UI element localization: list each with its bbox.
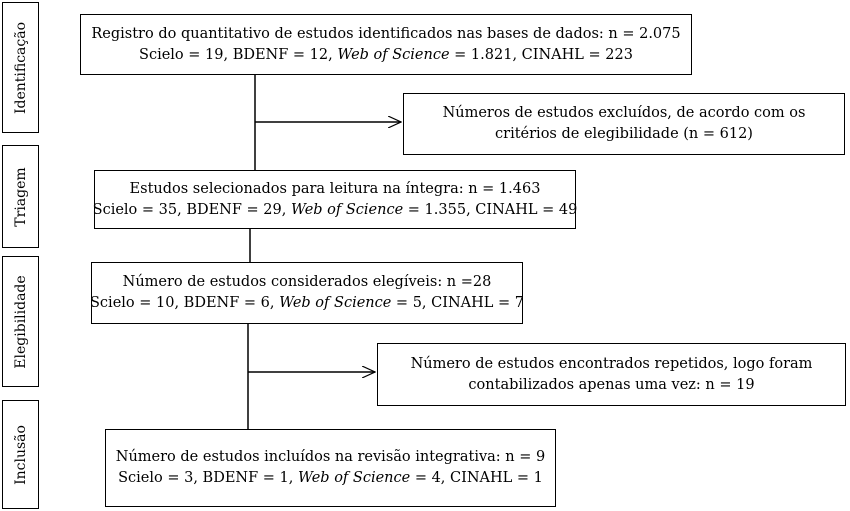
elegiveis-total-text: Número de estudos considerados elegíveis: n =28 — [122, 274, 492, 291]
selecionados-breakdown-text: Scielo = 35, BDENF = 29, Web of Science = 1.355, CINAHL = 49 — [92, 201, 578, 218]
incluidos-total-text: Número de estudos incluídos na revisão integrativa: n = 9 — [115, 449, 546, 466]
box-estudos-elegiveis — [91, 262, 523, 324]
box-estudos-selecionados — [94, 170, 576, 229]
excluidos-line1-text: Números de estudos excluídos, de acordo com os — [442, 105, 806, 122]
excluidos-line2-text: critérios de elegibilidade (n = 612) — [495, 126, 753, 142]
box-estudos-excluidos — [403, 93, 845, 155]
registro-breakdown-text: Scielo = 19, BDENF = 12, Web of Science = 1.821, CINAHL = 223 — [139, 46, 633, 63]
selecionados-total-text: Estudos selecionados para leitura na íntegra: n = 1.463 — [129, 180, 541, 197]
phase-label-inclusao: Inclusão — [12, 424, 29, 485]
registro-total-text: Registro do quantitativo de estudos identificados nas bases de dados: n = 2.075 — [91, 25, 681, 42]
box-estudos-repetidos — [377, 343, 846, 406]
phase-label-elegibilidade: Elegibilidade — [12, 274, 29, 369]
phase-label-triagem: Triagem — [12, 166, 29, 227]
box-registro-identificados — [80, 14, 692, 75]
incluidos-breakdown-text: Scielo = 3, BDENF = 1, Web of Science = 4, CINAHL = 1 — [118, 470, 543, 486]
elegiveis-breakdown-text: Scielo = 10, BDENF = 6, Web of Science = 5, CINAHL = 7 — [90, 295, 524, 311]
phase-label-identificacao: Identificação — [12, 21, 29, 114]
repetidos-line2-text: contabilizados apenas uma vez: n = 19 — [468, 376, 755, 393]
box-estudos-incluidos — [105, 429, 556, 507]
repetidos-line1-text: Número de estudos encontrados repetidos, logo foram — [410, 355, 813, 372]
